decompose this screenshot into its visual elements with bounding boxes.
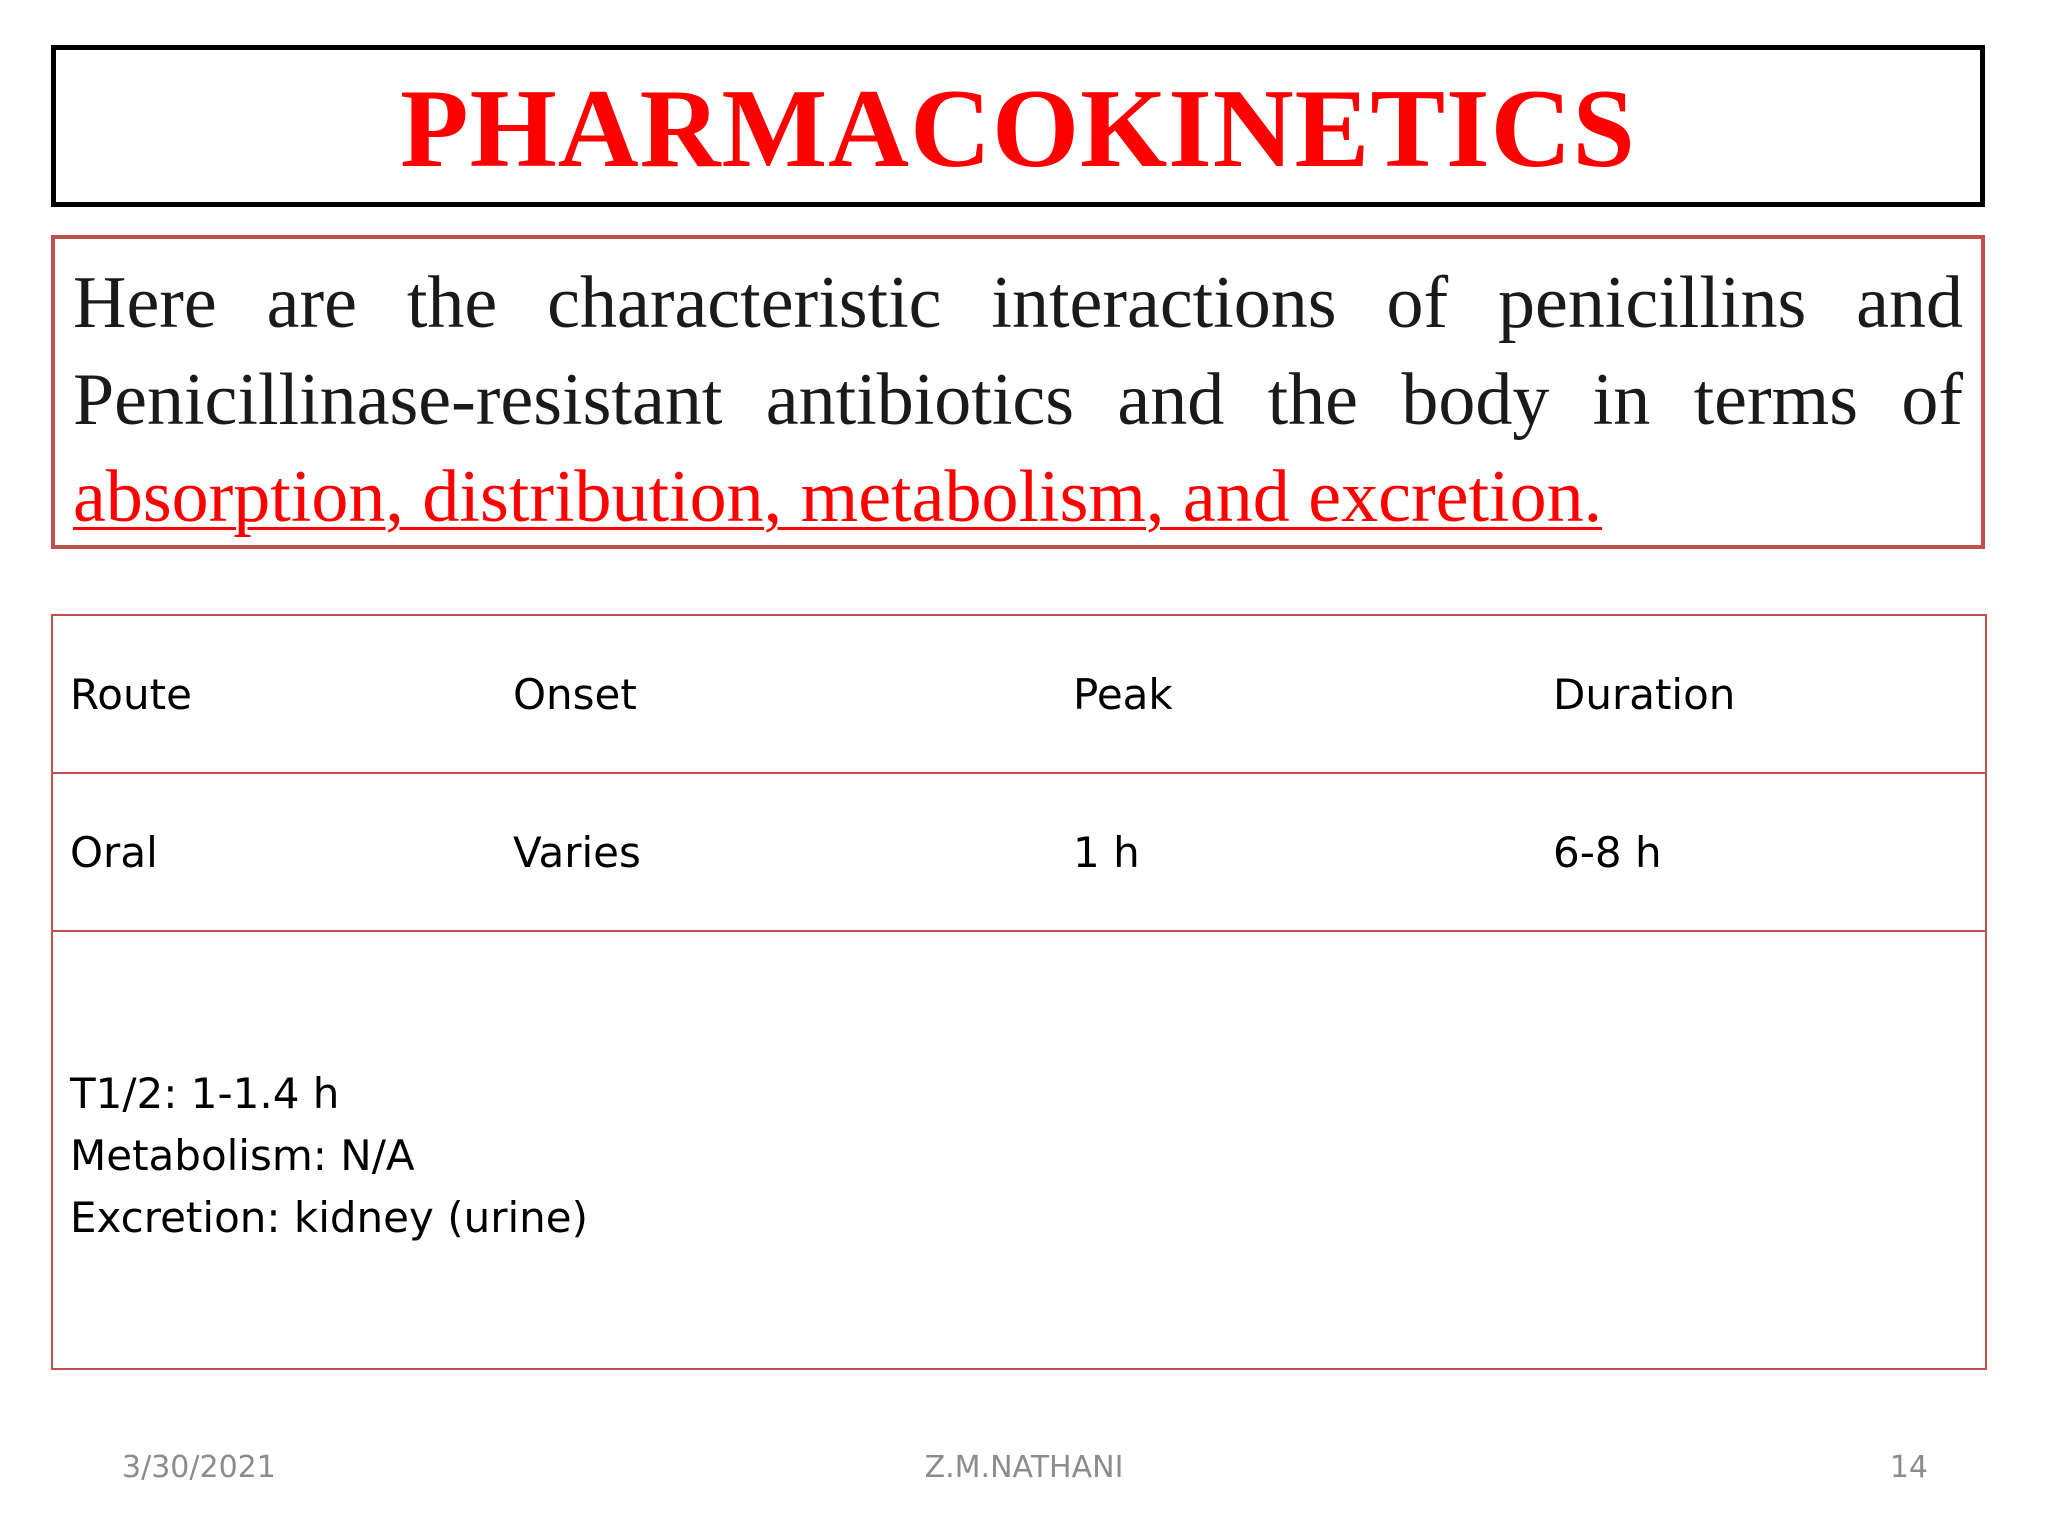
title-box: [51, 45, 1985, 207]
header-duration: Duration: [1536, 615, 1986, 773]
cell-peak: 1 h: [1056, 773, 1536, 931]
intro-paragraph: [73, 255, 1963, 546]
note-metabolism: Metabolism: N/A: [70, 1131, 415, 1180]
intro-highlight: absorption, distribution, metabolism, and excretion.: [73, 456, 1603, 538]
note-excretion: Excretion: kidney (urine): [70, 1193, 588, 1242]
header-peak: Peak: [1056, 615, 1536, 773]
header-onset: Onset: [496, 615, 1056, 773]
intro-box: [51, 235, 1985, 549]
cell-onset: Varies: [496, 773, 1056, 931]
cell-duration: 6-8 h: [1536, 773, 1986, 931]
footer-page-number: 14: [1889, 1450, 1928, 1485]
table-header-row: [52, 615, 1986, 773]
slide-title: PHARMACOKINETICS: [400, 67, 1636, 191]
note-half-life: T1/2: 1-1.4 h: [70, 1069, 340, 1118]
notes-lines: [70, 1051, 1985, 1249]
footer-author: Z.M.NATHANI: [924, 1450, 1124, 1485]
table-row: [52, 773, 1986, 931]
header-route: Route: [52, 615, 496, 773]
table-notes-row: [52, 931, 1986, 1369]
footer-date: 3/30/2021: [122, 1450, 276, 1485]
pharmacokinetics-table: [51, 614, 1987, 1370]
cell-route: Oral: [52, 773, 496, 931]
intro-text: Here are the characteristic interactions of penicillins and Penicillinase-resistant antibiotics and the body in terms of: [73, 262, 1963, 441]
notes-cell: [52, 931, 1986, 1369]
